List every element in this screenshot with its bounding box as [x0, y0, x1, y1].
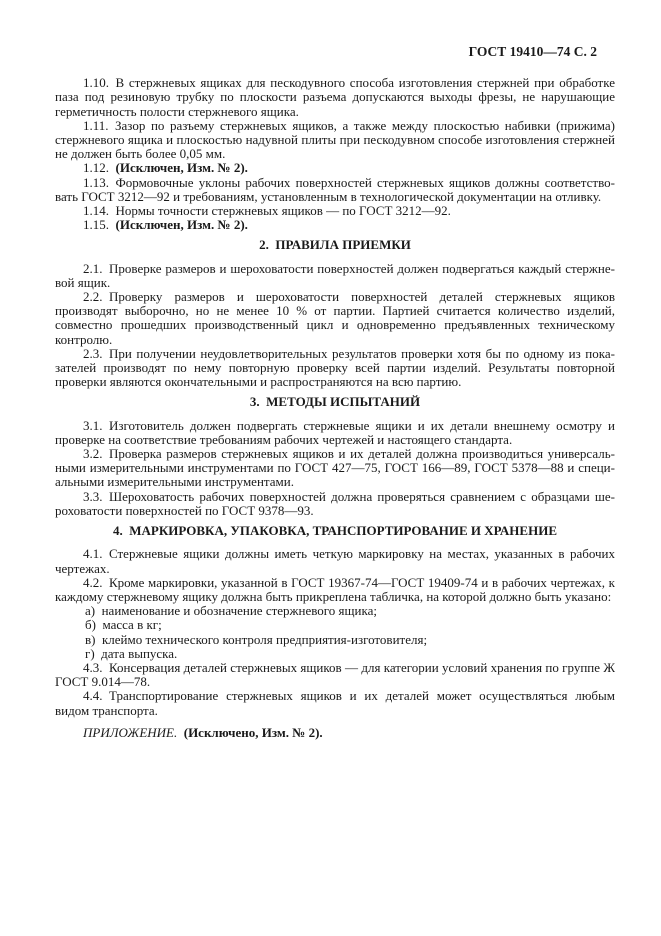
- appendix-excluded-note: (Исключено, Изм. № 2).: [177, 724, 323, 740]
- list-item-b: б) масса в кг;: [85, 617, 162, 633]
- paragraph-1-13: 1.13. Формовочные уклоны рабочих поверхностей стержневых ящиков должны соответствовать ГОСТ 3212—92 и требованиям, установленным в технологической документации на отливку.: [55, 174, 615, 204]
- section-4-heading: 4. МАРКИРОВКА, УПАКОВКА, ТРАНСПОРТИРОВАНИЕ И ХРАНЕНИЕ: [113, 523, 557, 539]
- section-3-heading: 3. МЕТОДЫ ИСПЫТАНИЙ: [249, 394, 421, 410]
- section-2-heading: 2. ПРАВИЛА ПРИЕМКИ: [259, 237, 411, 253]
- paragraph-1-15: [55, 218, 615, 232]
- paragraph-4-1: 4.1. Стержневые ящики должны иметь четкую маркировку на местах, указанных в рабочих чертежах.: [55, 546, 615, 576]
- clause-number: 1.12.: [83, 160, 116, 176]
- section-3: [55, 395, 615, 518]
- list-item-v: в) клеймо технического контроля предприятия-изготовителя;: [85, 631, 428, 647]
- appendix-label: ПРИЛОЖЕНИЕ.: [83, 724, 178, 740]
- section-4: [55, 524, 615, 718]
- appendix-line: [55, 726, 615, 740]
- paragraph-1-12: [55, 161, 615, 175]
- paragraph-3-3: 3.3. Шероховатость рабочих поверхностей должна проверяться сравнением с образцами шероховатости поверхностей по ГОСТ 9378—93.: [55, 488, 615, 518]
- paragraph-1-14: 1.14. Нормы точности стержневых ящиков — по ГОСТ 3212—92.: [83, 203, 451, 219]
- section-1: [55, 76, 615, 232]
- excluded-note: (Исключен, Изм. № 2).: [115, 160, 248, 176]
- paragraph-4-3: 4.3. Консервация деталей стержневых ящиков — для категории условий хранения по группе Ж ГОСТ 9.014—78.: [55, 659, 615, 690]
- paragraph-2-2: 2.2. Проверку размеров и шероховатости поверхностей деталей стержневых ящиков производят выборочно, но не менее 10 % от партии. Партией считается количество изделий, совместно прошедших производственный цикл и одновременно предъявленных техническому контролю.: [55, 289, 615, 347]
- paragraph-3-2: 3.2. Проверка размеров стержневых ящиков и их деталей должна производиться универсальными измерительными инструментами по ГОСТ 427—75, ГОСТ 166—89, ГОСТ 5378—88 и специальными измерительными инструментами.: [55, 446, 615, 490]
- paragraph-1-10: 1.10. В стержневых ящиках для пескодувного способа изготовления стержней при обработке паза под резиновую трубку по плоскости разъема допускаются выходы фрезы, не нарушающие герметичность полости стержневого ящика.: [55, 75, 615, 119]
- clause-number: 1.15.: [83, 217, 116, 233]
- section-2: [55, 238, 615, 389]
- paragraph-3-1: 3.1. Изготовитель должен подвергать стержневые ящики и их детали внешнему осмотру и проверке на соответствие требованиям рабочих чертежей и настоящего стандарта.: [55, 417, 615, 447]
- excluded-note: (Исключен, Изм. № 2).: [115, 217, 248, 233]
- list-item-g: г) дата выпуска.: [85, 645, 178, 661]
- paragraph-2-1: 2.1. Проверке размеров и шероховатости поверхностей должен подвергаться каждый стержневой ящик.: [55, 260, 615, 290]
- paragraph-2-3: 2.3. При получении неудовлетворительных результатов проверки хотя бы по одному из показателей производят по нему повторную проверку всей партии изделий. Результаты повторной проверки являются окончательными и распространяются на всю партию.: [55, 345, 615, 390]
- page-header: ГОСТ 19410—74 С. 2: [468, 44, 597, 59]
- marking-requirements-list: [55, 604, 615, 661]
- paragraph-4-4: 4.4. Транспортирование стержневых ящиков и их деталей может осуществляться любым видом транспорта.: [55, 688, 615, 718]
- list-item-a: а) наименование и обозначение стержневого ящика;: [85, 603, 377, 619]
- paragraph-4-2: 4.2. Кроме маркировки, указанной в ГОСТ 19367-74—ГОСТ 19409-74 и в рабочих чертежах, к каждому стержневому ящику должна быть прикреплена табличка, на которой должно быть указано:: [55, 574, 615, 604]
- paragraph-1-11: 1.11. Зазор по разъему стержневых ящиков, а также между плоскостью набивки (прижима) стержневого ящика и плоскостью надувной плиты при пескодувном способе изготовления стержней не должен быть более 0,05 мм.: [55, 117, 615, 162]
